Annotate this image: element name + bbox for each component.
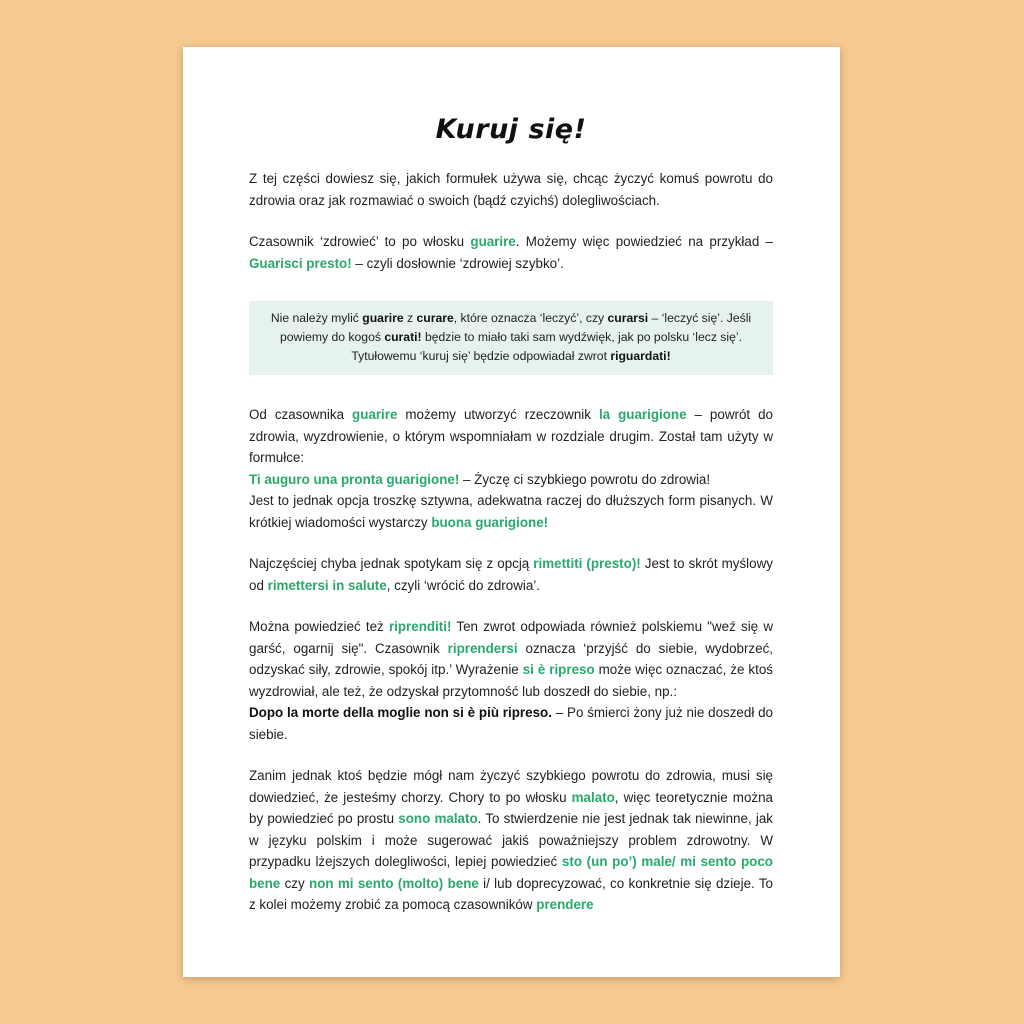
- bold-term: guarire: [362, 311, 404, 325]
- highlight-term: guarire: [470, 234, 516, 249]
- paragraph-riprenditi: [249, 616, 773, 745]
- text: , czyli ‘wrócić do zdrowia’.: [386, 577, 540, 593]
- text: Jest to jednak opcja troszkę sztywna, adekwatna raczej do dłuższych form pisanych. W krótkiej wiadomości wystarczy: [249, 493, 773, 530]
- text: Czasownik ‘zdrowieć’ to po włosku: [249, 234, 471, 249]
- spacer: [249, 211, 773, 231]
- text: Najczęściej chyba jednak spotykam się z opcją: [249, 556, 534, 571]
- bold-term: curati!: [384, 330, 422, 344]
- text: i/ lub doprecyzować, co konkretnie się dzieje. To z kolei możemy zrobić za pomocą czasowników: [249, 875, 773, 912]
- bold-term: curarsi: [607, 311, 649, 325]
- paragraph-guarigione: [249, 404, 773, 533]
- text: Zanim jednak ktoś będzie mógł nam życzyć szybkiego powrotu do zdrowia, musi się dowiedzieć, że jesteśmy chorzy. Chory to po włosku: [249, 768, 773, 805]
- highlight-term: si è ripreso: [522, 662, 595, 677]
- bold-term: riguardati!: [610, 349, 671, 363]
- text: z: [403, 311, 417, 325]
- text: możemy utworzyć rzeczownik: [397, 407, 599, 422]
- highlight-term: rimettiti (presto)!: [533, 556, 641, 571]
- highlight-term: riprenditi!: [388, 619, 452, 634]
- bold-term: curare: [416, 311, 454, 325]
- bold-example: Dopo la morte della moglie non si è più ripreso.: [249, 705, 552, 720]
- document-page: [183, 47, 840, 977]
- text: Nie należy mylić: [270, 311, 363, 325]
- spacer: [249, 596, 773, 616]
- text: Od czasownika: [249, 407, 353, 422]
- text: – czyli dosłownie ‘zdrowiej szybko’.: [351, 255, 564, 271]
- text: Ten zwrot odpowiada również polskiemu "weź się w garść, ogarnij się". Czasownik: [249, 619, 773, 656]
- intro-paragraph: Z tej części dowiesz się, jakich formułek używa się, chcąc życzyć komuś powrotu do zdrowia oraz jak rozmawiać o swoich (bądź czyichś) dolegliwościach.: [249, 171, 773, 208]
- spacer: [249, 375, 773, 404]
- page-title: Kuruj się!: [435, 114, 587, 145]
- text: – powrót do zdrowia, wyzdrowienie, o którym wspomniałam w rozdziale drugim. Został tam użyty w formułce:: [249, 407, 773, 465]
- highlight-term: prendere: [536, 897, 594, 912]
- spacer: [249, 145, 773, 168]
- highlight-term: malato: [571, 789, 615, 805]
- highlight-term: sono malato: [398, 811, 478, 826]
- highlight-term: guarire: [352, 407, 398, 422]
- highlight-term: la guarigione: [598, 407, 687, 422]
- paragraph-rimettiti: [249, 553, 773, 596]
- text: , które oznacza ‘leczyć’, czy: [453, 311, 608, 325]
- spacer: [249, 745, 773, 765]
- text: – Życzę ci szybkiego powrotu do zdrowia!: [459, 471, 711, 487]
- text: Można powiedzieć też: [249, 619, 389, 634]
- spacer: [249, 533, 773, 553]
- text: , więc teoretycznie można by powiedzieć po prostu: [249, 789, 773, 826]
- text: czy: [280, 875, 310, 891]
- text: może więc oznaczać, że ktoś wyzdrowiał, ale też, że odzyskał przytomność lub doszedł do siebie, np.:: [249, 662, 773, 699]
- text: Jest to skrót myślowy od: [249, 556, 773, 593]
- highlight-term: Ti auguro una pronta guarigione!: [249, 471, 460, 487]
- paragraph-guarire: [249, 231, 773, 274]
- highlight-term: non mi sento (molto) bene: [309, 875, 479, 891]
- text: oznacza ‘przyjść do siebie, wydobrzeć, odzyskać siły, zdrowie, spokój itp.’ Wyrażenie: [249, 640, 773, 677]
- text: . To stwierdzenie nie jest jednak tak niewinne, jak w języku polskim i może sugerować jakiś poważniejszy problem zdrowotny. W przypadku lżejszych dolegliwości, lepiej powiedzieć: [249, 811, 773, 869]
- highlight-term: buona guarigione!: [431, 514, 549, 530]
- highlight-term: sto (un po’) male/ mi sento poco bene: [249, 854, 773, 891]
- note-text: [261, 309, 761, 366]
- text: będzie to miało taki sam wydźwięk, jak po polsku ‘lecz się’. Tytułowemu ‘kuruj się’ będzie odpowiadał zwrot: [351, 330, 742, 363]
- highlight-term: rimettersi in salute: [267, 577, 387, 593]
- highlight-term: Guarisci presto!: [249, 255, 352, 271]
- text: . Możemy więc powiedzieć na przykład –: [515, 234, 773, 249]
- highlight-term: riprendersi: [447, 640, 518, 656]
- note-box: [249, 301, 773, 375]
- text: – ‘leczyć się’. Jeśli powiemy do kogoś: [280, 311, 752, 344]
- paragraph-malato: [249, 765, 773, 916]
- text: – Po śmierci żony już nie doszedł do siebie.: [249, 705, 773, 742]
